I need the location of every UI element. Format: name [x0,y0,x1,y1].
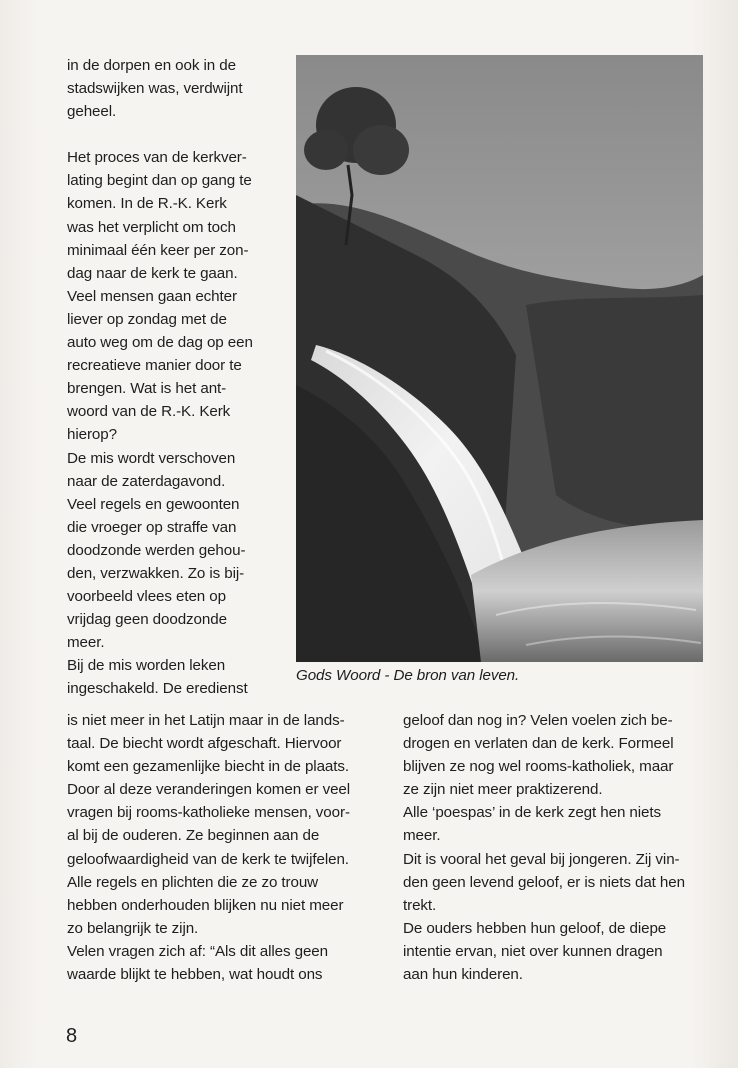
paragraph: De ouders hebben hun geloof, de diepe intentie ervan, niet over kunnen dragen aan hun kinderen. [403,919,667,984]
paragraph: is niet meer in het Latijn maar in de lands- taal. De biecht wordt afgeschaft. Hiervoor komt een gezamenlijke biecht in de plaats. Door al deze veranderingen komen er veel vragen bij rooms-katholieke mensen, voor- al bij de ouderen. Ze beginnen aan de geloofwaardigheid van de kerk te twijfelen. Alle regels en plichten die ze zo trouw hebben onderhouden blijken nu niet meer zo belangrijk te zijn. [67,712,351,937]
paragraph: Dit is vooral het geval bij jongeren. Zij vin- den geen levend geloof, er is niets dat hen trekt. [403,850,685,914]
paragraph: Velen vragen zich af: “Als dit alles geen waarde blijkt te hebben, wat houdt ons [67,942,328,984]
waterfall-photo [296,55,703,662]
left-column-bottom [67,709,387,986]
paragraph: Alle ‘poespas’ in de kerk zegt hen niets meer. [403,804,661,845]
paragraph: De mis wordt verschoven naar de zaterdagavond. Veel regels en gewoonten die vroeger op straffe van doodzonde werden gehou- den, verzwakken. Zo is bij- voorbeeld vlees eten op vrijdag geen doodzonde meer. [67,449,246,652]
paragraph: geloof dan nog in? Velen voelen zich be- drogen en verlaten dan de kerk. Formeel blijven ze nog wel rooms-katholiek, maar ze zijn niet meer praktizerend. [403,712,674,799]
photo-caption: Gods Woord - De bron van leven. [296,667,520,684]
paragraph: Bij de mis worden leken ingeschakeld. De eredienst [67,657,248,698]
right-column-bottom [403,709,713,986]
paragraph: in de dorpen en ook in de stadswijken was, verdwijnt geheel. [67,57,243,121]
left-column-top [67,54,282,701]
paragraph-gap [67,123,282,146]
page-number: 8 [66,1025,78,1047]
paragraph: Het proces van de kerkver- lating begint dan op gang te komen. In de R.-K. Kerk was het verplicht om toch minimaal één keer per zon- dag naar de kerk te gaan. Veel mensen gaan echter liever op zondag met de auto weg om de dag op een recreatieve manier door te brengen. Wat is het ant- woord van de R.-K. Kerk hierop? [67,149,253,444]
waterfall-photo-illustration [296,55,703,662]
